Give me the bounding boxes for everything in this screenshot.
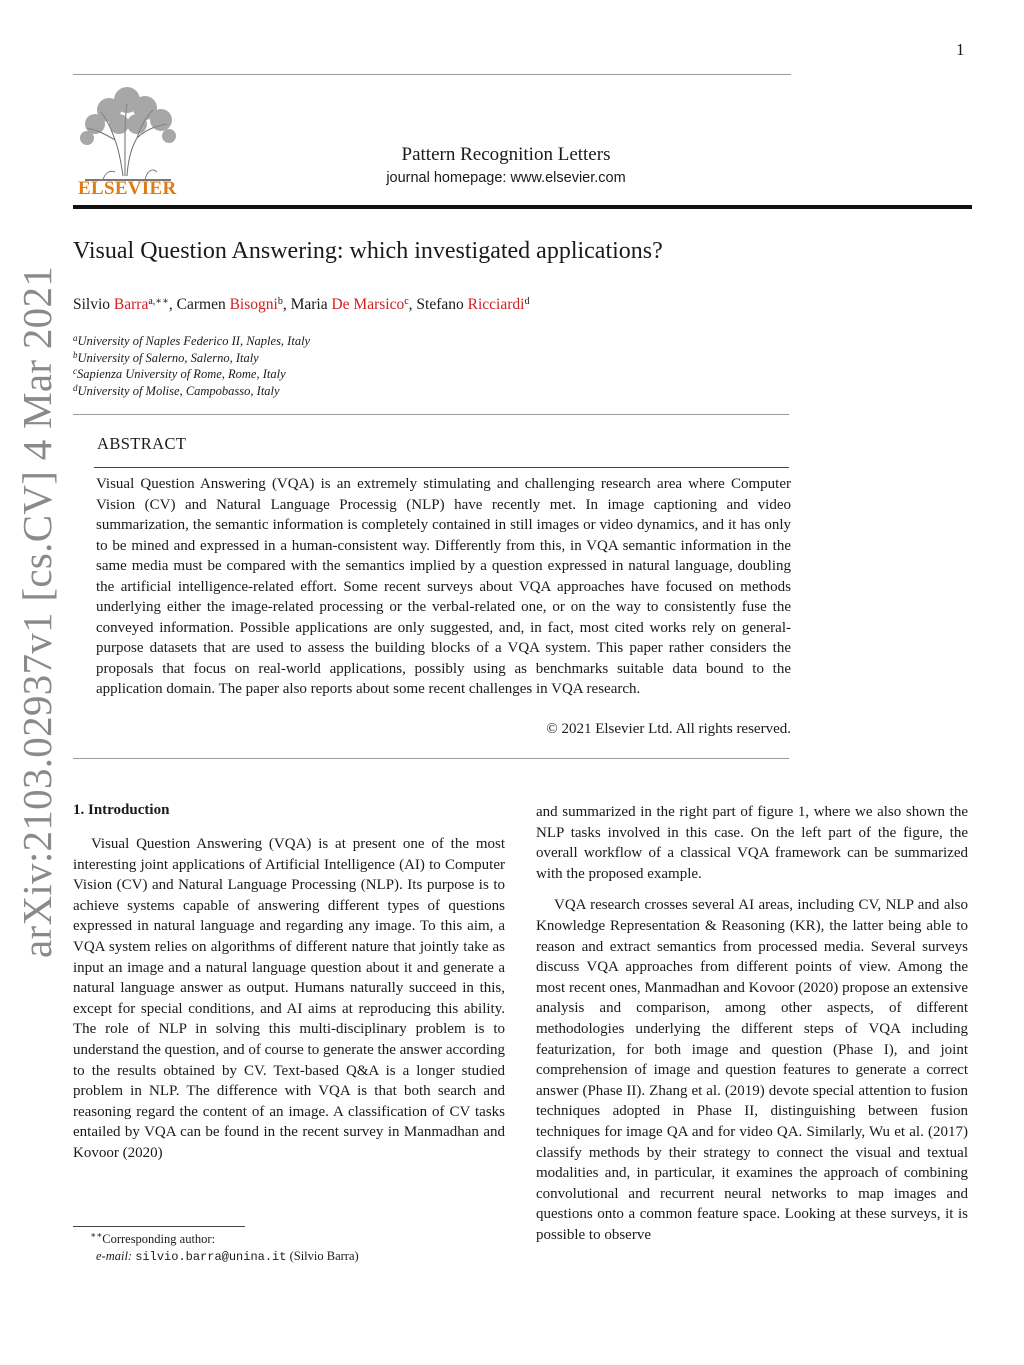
abstract-bottom-rule (73, 758, 789, 759)
author-last-name[interactable]: Barra (113, 296, 149, 313)
author-first-name: Carmen (176, 296, 226, 313)
header-bottom-rule (73, 205, 972, 209)
author-last-name[interactable]: Bisogni (229, 296, 278, 313)
author-first-name: Silvio (73, 296, 111, 313)
footnote-email-line (90, 1248, 359, 1266)
journal-homepage: journal homepage: www.elsevier.com (386, 170, 626, 186)
footnote-mark: ∗∗ (90, 1230, 103, 1240)
footnote (90, 1231, 359, 1266)
affiliation-mark: a (73, 333, 78, 343)
affiliation-item (73, 383, 310, 400)
arxiv-stamp: arXiv:2103.02937v1 [cs.CV] 4 Mar 2021 (14, 265, 60, 958)
author-affil-mark: b (277, 296, 283, 307)
section-heading: 1. Introduction (73, 802, 170, 818)
email-address[interactable]: silvio.barra@unina.it (135, 1250, 287, 1264)
author-first-name: Maria (290, 296, 328, 313)
footnote-rule (73, 1226, 245, 1227)
intro-paragraph: VQA research crosses several AI areas, including CV, NLP and also Knowledge Representation & Reasoning (KR), the latter being able to reason and extract semantics from processed media. Several surveys discuss VQA approaches from different points of view. Among the most recent ones, Manmadhan and Kovoor (2020) propose an extensive analysis and comparison, among other aspects, of different methodologies underlying the different steps of VQA including featurization, for both image and question (Phase I), and joint comprehension of image and question features to generate a correct answer (Phase II). Zhang et al. (2019) devote special attention to fusion techniques adopted in Phase II, distinguishing between fusion techniques for image QA and for video QA. Similarly, Wu et al. (2017) classify methods by their strategy to connect the visual and textual modalities and, in particular, it examines the approach of combining convolutional and recurrent neural networks to map images and questions onto a common feature space. Looking at these surveys, it is possible to observe (536, 897, 968, 1243)
header-top-rule (73, 74, 791, 75)
page-number: 1 (956, 40, 965, 59)
abstract-heading: ABSTRACT (97, 434, 187, 453)
affiliation-mark: b (73, 349, 78, 360)
intro-paragraph: Visual Question Answering (VQA) is at present one of the most interesting joint applications of Artificial Intelligence (AI) to Computer Vision (CV) and Natural Language Processing (NLP). Its purpose is to achieve systems capable of answering different types of questions expressed in natural language and regarding any image. To this aim, a VQA system relies on algorithms of different nature that jointly take as input an image and a natural language question about it and generate a natural language answer as output. Humans naturally succeed in this, except for special conditions, and AI aims at reproducing this ability. The role of NLP in solving this multi-disciplinary problem is to understand the question, and of course to generate the answer according to the results obtained by CV. Text-based Q&A is a longer studied problem in NLP. The difference with VQA is that both search and reasoning regard the content of an image. A classification of CV tasks entailed by VQA can be found in the recent survey in Manmadhan and Kovoor (2020) (73, 836, 505, 1161)
author-last-name[interactable]: Ricciardi (467, 296, 525, 313)
footnote-label: Corresponding author: (102, 1232, 216, 1246)
abstract-text: Visual Question Answering (VQA) is an extremely stimulating and challenging research area where Computer Vision (CV) and Natural Language Processig (NLP) have recently met. In image captioning and video summarization, the semantic information is completely contained in still images or video dynamics, and it has only to be mined and expressed in a human-consistent way. Differently from this, in VQA semantic information in the same media must be compared with the semantics implied by a question expressed in natural language, doubling the artificial intelligence-related effort. Some recent surveys about VQA approaches have focused on methods underlying either the image-related processing or the verbal-related one, or on the way to consistently fuse the conveyed information. Possible applications are only suggested, and, in fact, most cited works rely on general-purpose datasets that are used to assess the building blocks of a VQA system. This paper rather considers the proposals that focus on real-world applications, possibly using as benchmarks suitable data bound to the application domain. The paper also reports about some recent challenges in VQA research. (96, 476, 791, 697)
affiliation-text: University of Naples Federico II, Naples, Italy (77, 334, 311, 348)
email-owner: (Silvio Barra) (289, 1249, 359, 1263)
affiliation-item (73, 366, 310, 383)
abstract-heading-rule (94, 467, 789, 468)
affiliation-mark: c (73, 366, 77, 376)
paper-title: Visual Question Answering: which investigated applications? (73, 238, 663, 264)
right-column (536, 802, 968, 1245)
affiliation-item (73, 350, 310, 367)
affiliation-item (73, 333, 310, 350)
author-affil-mark: c (404, 296, 409, 307)
author-list: Silvio Barra$^{a,∗∗}$, Carmen Bisogni$^b$, Maria De Marsico$^c$, Stefano Ricciardi$^d$ (73, 296, 530, 313)
affiliation-mark: d (73, 382, 78, 393)
copyright: © 2021 Elsevier Ltd. All rights reserved. (546, 721, 791, 737)
intro-paragraph-continued: and summarized in the right part of figure 1, where we also shown the NLP tasks involved in this case. On the left part of the figure, the overall workflow of a classical VQA framework can be summarized with the proposed example. (536, 804, 968, 882)
affiliation-text: University of Salerno, Salerno, Italy (77, 350, 259, 365)
author-affil-mark: d (524, 296, 530, 307)
affiliation-list (73, 333, 310, 399)
author-last-name[interactable]: De Marsico (331, 296, 405, 313)
affiliation-text: University of Molise, Campobasso, Italy (77, 383, 280, 398)
footnote-label-line (90, 1231, 359, 1248)
author-affil-mark: a,∗∗ (148, 296, 169, 307)
email-label: e-mail: (96, 1249, 133, 1263)
author-first-name: Stefano (416, 296, 464, 313)
elsevier-wordmark: ELSEVIER (78, 178, 177, 199)
journal-name: Pattern Recognition Letters (401, 144, 611, 165)
abstract-top-rule (73, 414, 789, 415)
left-column (73, 834, 505, 1164)
affiliation-text: Sapienza University of Rome, Rome, Italy (77, 367, 286, 381)
